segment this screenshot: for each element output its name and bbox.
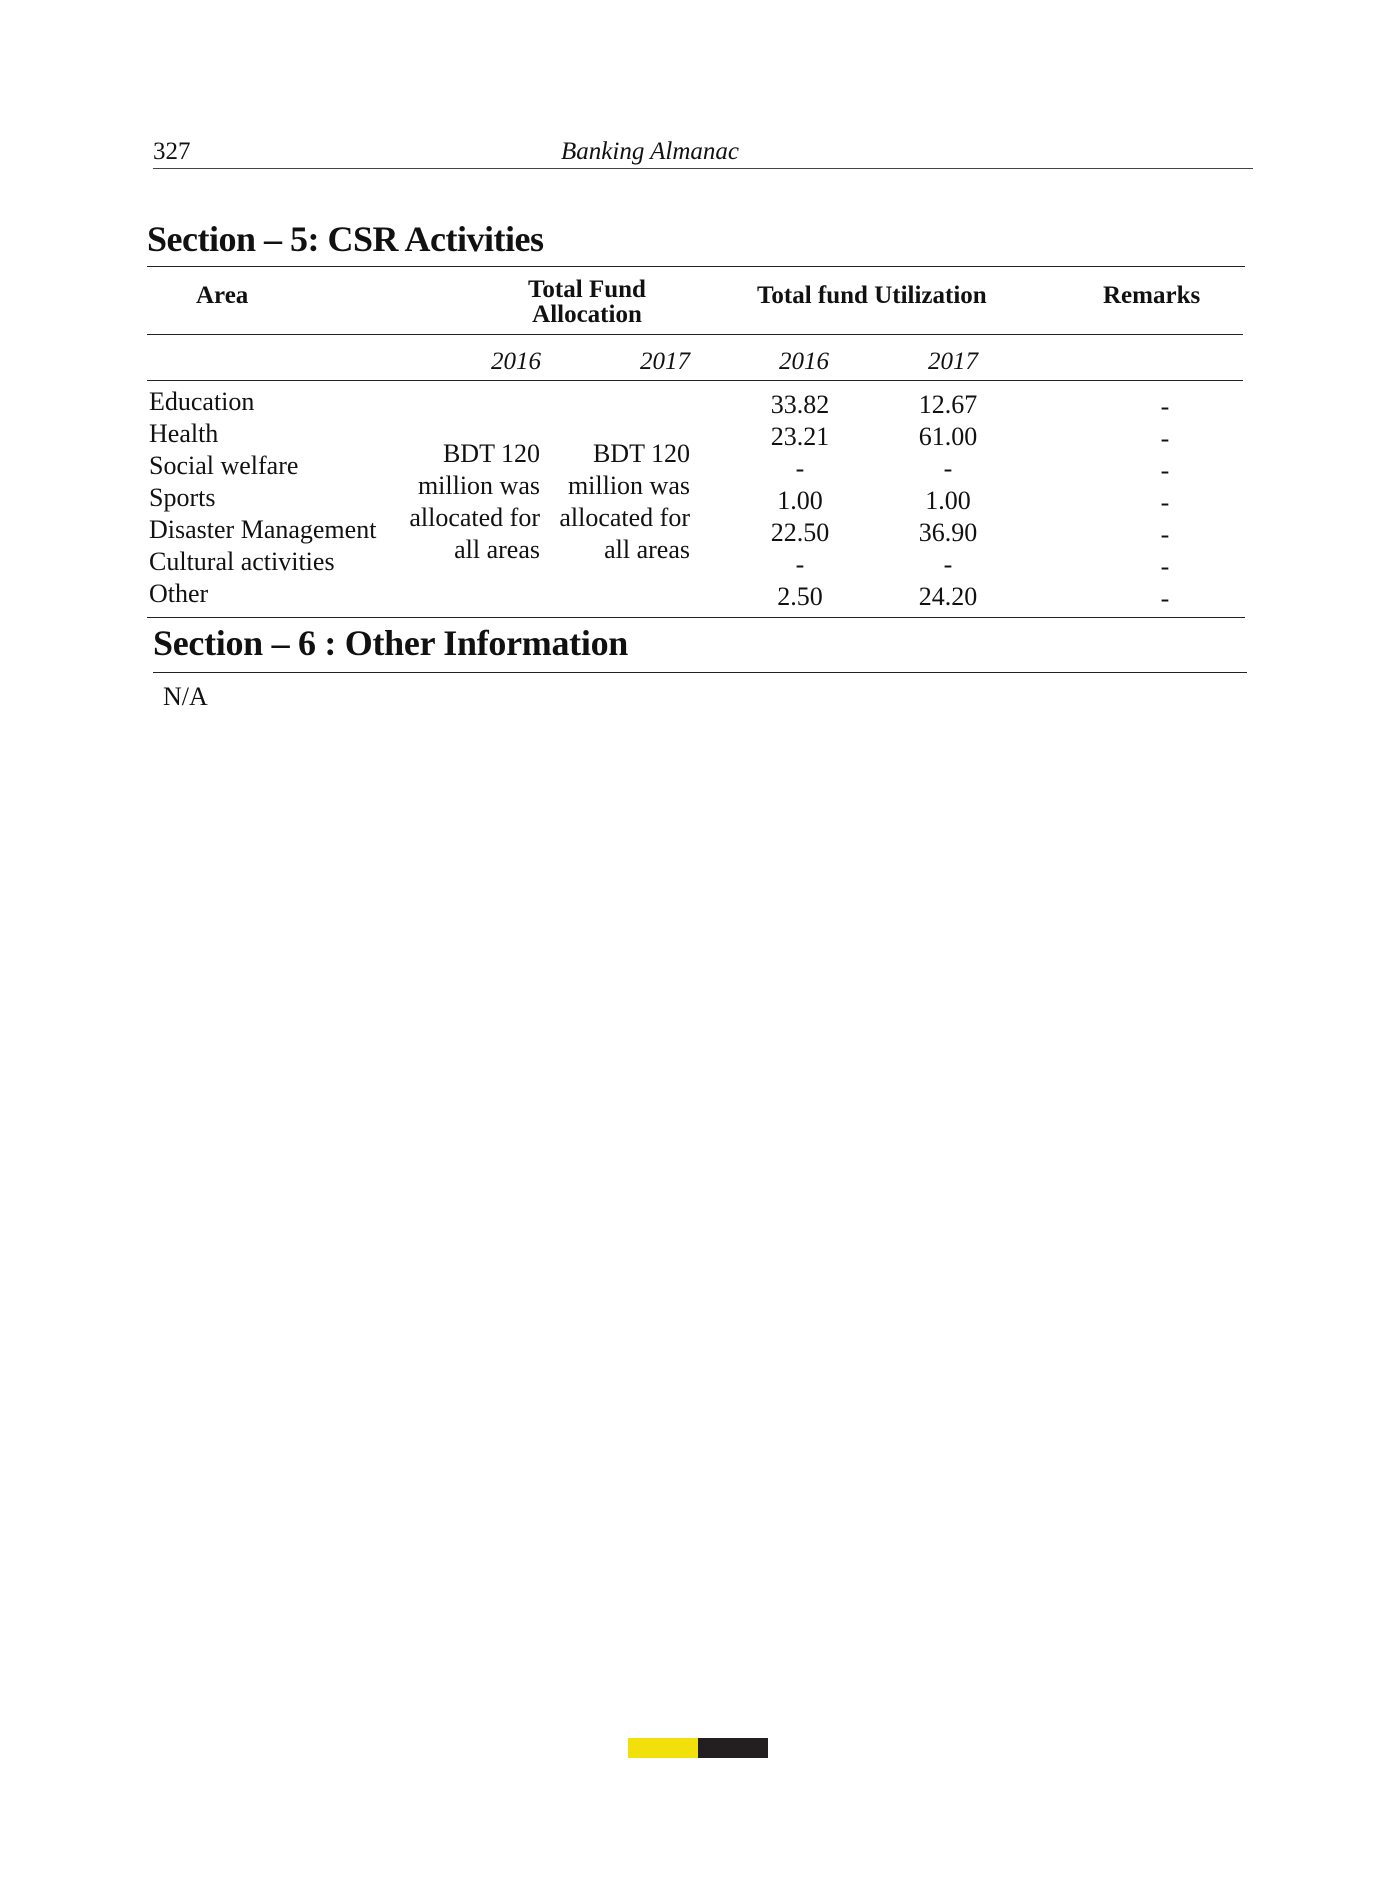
util-2016-cell: - xyxy=(795,550,805,579)
util-2016-cell: 22.50 xyxy=(770,518,830,547)
column-header-allocation: Total Fund Allocation xyxy=(528,276,646,328)
header-rule xyxy=(153,168,1253,169)
util-2017-cell: 24.20 xyxy=(918,582,978,611)
remarks-cell: - xyxy=(1160,488,1170,517)
column-header-remarks: Remarks xyxy=(1103,282,1201,309)
year-allocation-2016: 2016 xyxy=(491,348,541,375)
row-label-education: Education xyxy=(149,387,255,416)
year-utilization-2016: 2016 xyxy=(779,348,829,375)
section-5-title: Section – 5: CSR Activities xyxy=(147,219,544,259)
remarks-cell: - xyxy=(1160,584,1170,613)
allocation-2016-cell xyxy=(380,438,540,566)
util-2017-cell: 12.67 xyxy=(918,390,978,419)
util-2016-cell: 1.00 xyxy=(777,486,823,515)
column-header-utilization: Total fund Utilization xyxy=(757,282,987,309)
util-2016-cell: 2.50 xyxy=(777,582,823,611)
util-2016-cell: 33.82 xyxy=(770,390,830,419)
table-top-rule xyxy=(147,266,1245,267)
util-2016-cell: 23.21 xyxy=(770,422,830,451)
year-allocation-2017: 2017 xyxy=(640,348,690,375)
row-label-disaster-management: Disaster Management xyxy=(149,515,377,544)
util-2016-cell: - xyxy=(795,454,805,483)
table-bottom-rule xyxy=(147,617,1245,618)
section-6-title: Section – 6 : Other Information xyxy=(153,623,628,663)
header-divider-rule xyxy=(147,334,1243,335)
column-header-area: Area xyxy=(196,282,249,309)
allocation-2017-line: allocated for xyxy=(559,503,690,532)
allocation-2016-line: BDT 120 xyxy=(442,439,540,468)
row-label-other: Other xyxy=(149,579,209,608)
section-6-rule xyxy=(153,672,1247,673)
running-title: Banking Almanac xyxy=(561,138,739,165)
year-utilization-2017: 2017 xyxy=(928,348,978,375)
allocation-2017-line: BDT 120 xyxy=(592,439,690,468)
footer-bar-yellow xyxy=(628,1738,698,1758)
allocation-2017-cell xyxy=(530,438,690,566)
row-label-social-welfare: Social welfare xyxy=(149,451,299,480)
remarks-cell: - xyxy=(1160,424,1170,453)
remarks-cell: - xyxy=(1160,552,1170,581)
allocation-2017-line: million was xyxy=(567,471,690,500)
section-6-body: N/A xyxy=(163,682,208,711)
allocation-2016-line: all areas xyxy=(454,535,540,564)
allocation-2016-line: allocated for xyxy=(409,503,540,532)
footer-bar-black xyxy=(698,1738,768,1758)
util-2017-cell: 36.90 xyxy=(918,518,978,547)
allocation-2016-line: million was xyxy=(417,471,540,500)
page-number: 327 xyxy=(153,138,191,165)
remarks-cell: - xyxy=(1160,392,1170,421)
row-label-cultural-activities: Cultural activities xyxy=(149,547,335,576)
remarks-cell: - xyxy=(1160,520,1170,549)
row-label-health: Health xyxy=(149,419,219,448)
util-2017-cell: 61.00 xyxy=(918,422,978,451)
util-2017-cell: - xyxy=(943,550,953,579)
util-2017-cell: - xyxy=(943,454,953,483)
allocation-2017-line: all areas xyxy=(604,535,690,564)
util-2017-cell: 1.00 xyxy=(925,486,971,515)
row-label-sports: Sports xyxy=(149,483,216,512)
years-divider-rule xyxy=(147,380,1243,381)
remarks-cell: - xyxy=(1160,456,1170,485)
